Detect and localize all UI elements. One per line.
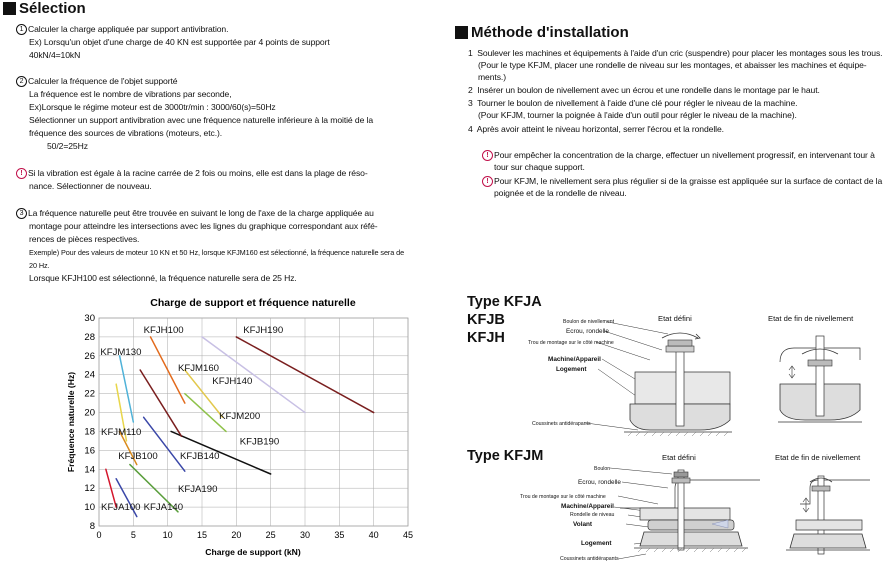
chart-title: Charge de support et fréquence naturelle [150,297,356,309]
kfja-state-leveled: Etat de fin de nivellement [768,314,854,323]
chart-label-kfjm130: KFJM130 [100,346,142,358]
heading-square-icon [3,2,16,15]
install-note2-line1: ! Pour KFJM, le nivellement sera plus régulier si de la graisse est appliquée sur la surface de contact de la [482,176,882,188]
step1-line [16,24,228,36]
circled-number-icon: 1 [16,24,27,35]
install-note1-line1: ! Pour empêcher la concentration de la charge, effectuer un nivellement progressif, en intervenant tour à [482,150,875,162]
chart-x-tick-label: 30 [299,530,311,540]
chart-y-ticks [84,313,95,532]
warning-icon: ! [482,176,493,187]
install-step4-line1: 4 Après avoir atteint le niveau horizontal, serrer l'écrou et la rondelle. [468,124,724,134]
type-kfja-title: Type KFJA [467,294,542,310]
install-note1-line2: tour sur chaque support. [494,162,585,172]
step3-line1: 3 La fréquence naturelle peut être trouvée en suivant le long de l'axe de la charge appliquée au [16,208,374,220]
step1-example: Ex) Lorsqu'un objet d'une charge de 40 KN est supportée par 4 points de support [29,37,330,47]
step3-example1: Exemple) Pour des valeurs de moteur 10 KN et 50 Hz, lorsque KFJM160 est sélectionné, la fréquence naturelle sera de [29,248,405,257]
selection-heading [3,0,86,17]
chart-label-kfjh140: KFJH140 [212,376,253,388]
chart-x-ticks [96,530,413,540]
type-kfjm-title: Type KFJM [467,448,544,464]
chart-y-label: Fréquence naturelle (Hz) [66,371,76,473]
chart-y-tick-label: 24 [84,369,95,381]
install-step2-line1: 2 Insérer un boulon de nivellement avec un écrou et une rondelle dans le montage par le haut. [468,85,820,95]
kfjm-diagram [600,458,890,570]
type-kfjb-title: KFJB [467,312,505,328]
chart-label-kfjh190: KFJH190 [243,325,284,337]
install-step1-line1: 1 Soulever les machines et équipements à l'aide d'un cric (suspendre) pour placer les montages sous les trous. [468,48,883,58]
kfja-label-boulon: Boulon de nivellement [563,319,615,325]
step1-calc: 40kN/4=10kN [29,50,81,60]
chart-x-label: Charge de support (kN) [205,547,301,557]
chart-x-tick-label: 25 [265,530,276,540]
step2-text: Calculer la fréquence de l'objet supporté [28,76,178,86]
install-step1-line3: ments.) [478,72,506,82]
type-kfjh-title: KFJH [467,330,505,346]
chart-y-tick-label: 12 [84,483,95,495]
chart-y-tick-label: 28 [84,331,95,343]
step1-text: Calculer la charge appliquée par support antivibration. [28,24,229,34]
selection-note-line1: ! Si la vibration est égale à la racine carrée de 2 fois ou moins, elle est dans la plage de réso- [16,168,368,180]
warning-icon: ! [16,168,27,179]
chart-y-tick-label: 16 [84,445,95,457]
chart-y-tick-label: 20 [84,407,95,419]
kfjm-assembly-leveled [786,476,870,554]
chart-x-tick-label: 5 [130,530,136,540]
kfja-diagram [580,320,880,450]
kfjm-label-coussinets: Coussinets antidérapants [560,556,619,562]
kfja-label-coussinets: Coussinets antidérapants [532,421,591,427]
step3-line3: rences de pièces respectives. [29,234,140,244]
chart-label-kfjm200: KFJM200 [219,411,261,423]
step2-line3: Sélectionner un support antivibration avec une fréquence naturelle inférieure à la moitié de la [29,115,374,125]
kfja-label-logement: Logement [556,366,587,373]
kfja-label-machine: Machine/Appareil [548,356,601,363]
install-step3-line1: 3 Tourner le boulon de nivellement à l'aide d'une clé pour régler le niveau de la machine. [468,98,798,108]
kfjm-state-leveled: Etat de fin de nivellement [775,453,861,462]
kfja-assembly-leveled [778,336,862,422]
step2-calc: 50/2=25Hz [47,141,88,151]
installation-heading [455,24,629,41]
chart-label-kfjb140: KFJB140 [180,450,220,462]
kfjm-label-volant: Volant [573,521,593,528]
chart-x-tick-label: 45 [402,530,414,540]
warning-icon: ! [482,150,493,161]
kfjm-label-machine: Machine/Appareil [561,503,614,510]
kfjm-assembly-defined [620,470,760,552]
chart-x-tick-label: 15 [196,530,208,540]
kfja-label-trou: Trou de montage sur le côté machine [528,340,614,346]
selection-note-line2: nance. Sélectionner de nouveau. [29,181,152,191]
step2-line4: fréquence des sources de vibrations (moteurs, etc.). [29,128,223,138]
chart-label-kfjb100: KFJB100 [118,450,158,462]
chart-x-tick-label: 10 [162,530,173,540]
step2-line2: Ex)Lorsque le régime moteur est de 3000tr/min : 3000/60(s)=50Hz [29,102,276,112]
step2-line [16,76,177,88]
kfja-label-ecrou: Ecrou, rondelle [566,328,609,335]
installation-title: Méthode d'installation [471,24,629,41]
install-step3-line2: (Pour KFJM, tourner la poignée à l'aide d'un outil pour régler le niveau de la machine). [478,110,797,120]
install-step1-line2: (Pour le type KFJM, placer une rondelle de niveau sur les montages, et abaisser les machines et équipe- [478,60,867,70]
chart-x-tick-label: 35 [334,530,345,540]
kfja-state-defined: Etat défini [658,314,692,323]
heading-square-icon [455,26,468,39]
chart-y-tick-label: 10 [84,502,95,514]
kfjm-label-logement: Logement [581,540,612,547]
chart-label-kfja100: KFJA100 [101,501,141,513]
circled-number-icon: 2 [16,76,27,87]
kfjm-label-rondelle: Rondelle de niveau [570,512,615,518]
chart-x-tick-label: 40 [368,530,379,540]
chart-x-tick-label: 20 [231,530,242,540]
chart-label-kfjb190: KFJB190 [239,436,280,448]
install-note2-line2: poignée et de la rondelle de niveau. [494,188,627,198]
chart-y-tick-label: 26 [84,350,95,362]
chart-label-kfja140: KFJA140 [143,501,184,513]
chart-y-tick-label: 30 [84,313,95,324]
chart-label-kfjh100: KFJH100 [143,325,184,337]
step3-example3: Lorsque KFJH100 est sélectionné, la fréquence naturelle sera de 25 Hz. [29,273,297,283]
kfja-assembly-defined [624,333,732,436]
chart-label-kfja190: KFJA190 [177,483,218,495]
chart-y-tick-label: 22 [84,388,95,400]
selection-title: Sélection [19,0,86,17]
frequency-chart [0,290,430,572]
chart-y-tick-label: 14 [84,464,95,476]
kfjm-label-trou: Trou de montage sur le côté machine [520,494,606,500]
step3-example2: 20 Hz. [29,261,50,270]
kfjm-state-defined: Etat défini [662,453,696,462]
chart-label-kfjm160: KFJM160 [177,362,220,374]
chart-y-tick-label: 8 [89,521,95,532]
step3-line2: montage pour atteindre les intersections avec les lignes du graphique correspondant aux réfé- [29,221,378,231]
chart-x-tick-label: 0 [96,530,102,540]
circled-number-icon: 3 [16,208,27,219]
kfjm-label-ecrou: Ecrou, rondelle [578,479,621,486]
step2-line1: La fréquence est le nombre de vibrations par seconde, [29,89,232,99]
chart-y-tick-label: 18 [84,426,95,438]
chart-label-kfjm110: KFJM110 [101,427,142,439]
kfjm-label-boulon: Boulon [594,466,611,472]
